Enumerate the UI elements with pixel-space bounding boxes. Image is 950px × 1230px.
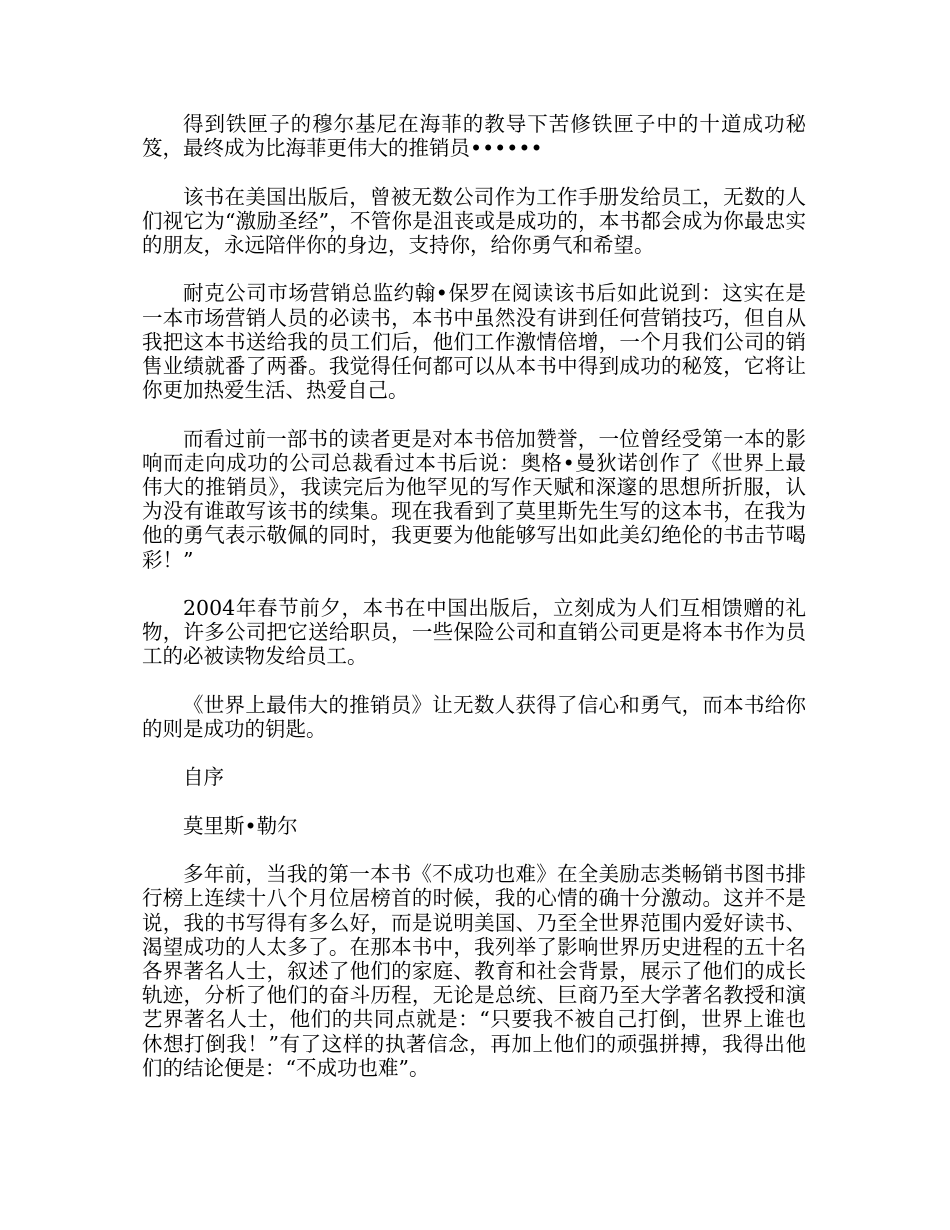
paragraph-published-in-america: 该书在美国出版后，曾被无数公司作为工作手册发给员工，无数的人们视它为“激励圣经”，不管你是沮丧或是成功的，本书都会成为你最忠实的朋友，永远陪伴你的身边，支持你，给你勇气和希望。 — [142, 184, 806, 257]
paragraph-preface-body: 多年前，当我的第一本书《不成功也难》在全美励志类畅销书图书排行榜上连续十八个月位居榜首的时候，我的心情的确十分激动。这并不是说，我的书写得有多么好，而是说明美国、乃至全世界范围内爱好读书、渴望成功的人太多了。在那本书中，我列举了影响世界历史进程的五十名各界著名人士，叙述了他们的家庭、教育和社会背景，展示了他们的成长轨迹，分析了他们的奋斗历程，无论是总统、巨商乃至大学著名教授和演艺界著名人士，他们的共同点就是：“只要我不被自己打倒，世界上谁也休想打倒我！”有了这样的执著信念，再加上他们的顽强拼搏，我得出他们的结论便是：“不成功也难”。 — [142, 862, 806, 1080]
body-text — [142, 112, 806, 1104]
paragraph-china-release: 2004年春节前夕，本书在中国出版后，立刻成为人们互相馈赠的礼物，许多公司把它送给职员，一些保险公司和直销公司更是将本书作为员工的必被读物发给员工。 — [142, 596, 806, 669]
paragraph-key-to-success: 《世界上最伟大的推销员》让无数人获得了信心和勇气，而本书给你的则是成功的钥匙。 — [142, 692, 806, 741]
section-heading-preface: 自序 — [183, 765, 224, 790]
paragraph-secret-scrolls: 得到铁匣子的穆尔基尼在海菲的教导下苦修铁匣子中的十道成功秘笈，最终成为比海菲更伟大的推销员•••••• — [142, 112, 806, 161]
paragraph-nike-quote: 耐克公司市场营销总监约翰•保罗在阅读该书后如此说到：这实在是一本市场营销人员的必读书，本书中虽然没有讲到任何营销技巧，但自从我把这本书送给我的员工们后，他们工作激情倍增，一个月我们公司的销售业绩就番了两番。我觉得任何都可以从本书中得到成功的秘笈，它将让你更加热爱生活、热爱自己。 — [142, 281, 806, 403]
author-name: 莫里斯•勒尔 — [183, 813, 298, 838]
paragraph-reader-praise: 而看过前一部书的读者更是对本书倍加赞誉，一位曾经受第一本的影响而走向成功的公司总裁看过本书后说：奥格•曼狄诺创作了《世界上最伟大的推销员》，我读完后为他罕见的写作天赋和深邃的思想所折服，认为没有谁敢写该书的续集。现在我看到了莫里斯先生写的这本书，在我为他的勇气表示敬佩的同时，我更要为他能够写出如此美幻绝伦的书击节喝彩！” — [142, 426, 806, 572]
